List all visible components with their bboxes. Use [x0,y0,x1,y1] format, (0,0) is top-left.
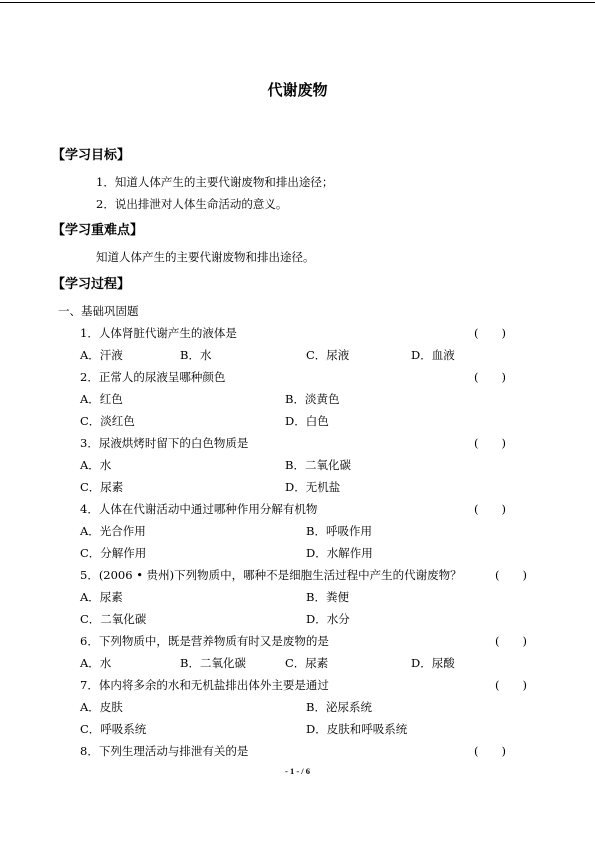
option: D．血液 [411,348,455,362]
question-stem: 5．(2006 • 贵州)下列物质中，哪种不是细胞生活过程中产生的代谢废物？ [80,568,462,582]
goal-item: 2．说出排泄对人体生命活动的意义。 [96,197,288,211]
answer-parentheses: ( ) [474,744,506,758]
option: A．尿素 [80,590,123,604]
question-stem: 2．正常人的尿液呈哪种颜色 [80,370,226,384]
question-stem: 1．人体肾脏代谢产生的液体是 [80,326,237,340]
option: A．汗液 [80,348,123,362]
option: C．尿素 [285,656,329,670]
option: C．分解作用 [80,546,147,560]
answer-parentheses: ( ) [495,634,527,648]
option: B．呼吸作用 [306,524,372,538]
page-title: 代谢废物 [267,81,328,99]
option: B．粪便 [306,590,349,604]
option: B．二氧化碳 [285,458,351,472]
option: D．水解作用 [306,546,373,560]
section-heading-key-points: 【学习重难点】 [52,223,144,238]
option: D．无机盐 [285,480,341,494]
section-heading-process: 【学习过程】 [52,277,131,292]
option: A．皮肤 [80,700,123,714]
option: A．红色 [80,392,123,406]
page-number: - 1 - / 6 [284,766,311,776]
option: C．二氧化碳 [80,612,147,626]
question-stem: 3．尿液烘烤时留下的白色物质是 [80,436,249,450]
goal-item: 1．知道人体产生的主要代谢废物和排出途径； [96,175,334,189]
option: C．尿液 [306,348,350,362]
answer-parentheses: ( ) [474,326,506,340]
answer-parentheses: ( ) [474,370,506,384]
question-stem: 7．体内将多余的水和无机盐排出体外主要是通过 [80,678,329,692]
answer-parentheses: ( ) [474,502,506,516]
option: C．淡红色 [80,414,135,428]
option: A．光合作用 [80,524,146,538]
option: C．呼吸系统 [80,722,147,736]
answer-parentheses: ( ) [495,568,527,582]
option: B．淡黄色 [285,392,340,406]
subheading-basic: 一、基础巩固题 [58,304,139,318]
option: C．尿素 [80,480,124,494]
answer-parentheses: ( ) [474,436,506,450]
option: A．水 [80,458,112,472]
option: D．水分 [306,612,350,626]
question-stem: 6．下列物质中，既是营养物质有时又是废物的是 [80,634,329,648]
question-stem: 8．下列生理活动与排泄有关的是 [80,744,249,758]
option: D．皮肤和呼吸系统 [306,722,408,736]
section-heading-goals: 【学习目标】 [52,148,131,163]
option: B．二氧化碳 [180,656,246,670]
option: B．水 [180,348,212,362]
option: D．白色 [285,414,329,428]
key-points-text: 知道人体产生的主要代谢废物和排出途径。 [96,250,315,264]
option: A．水 [80,656,112,670]
question-stem: 4．人体在代谢活动中通过哪种作用分解有机物 [80,502,318,516]
option: D．尿酸 [411,656,455,670]
header-rule [0,2,595,3]
option: B．泌尿系统 [306,700,372,714]
answer-parentheses: ( ) [495,678,527,692]
